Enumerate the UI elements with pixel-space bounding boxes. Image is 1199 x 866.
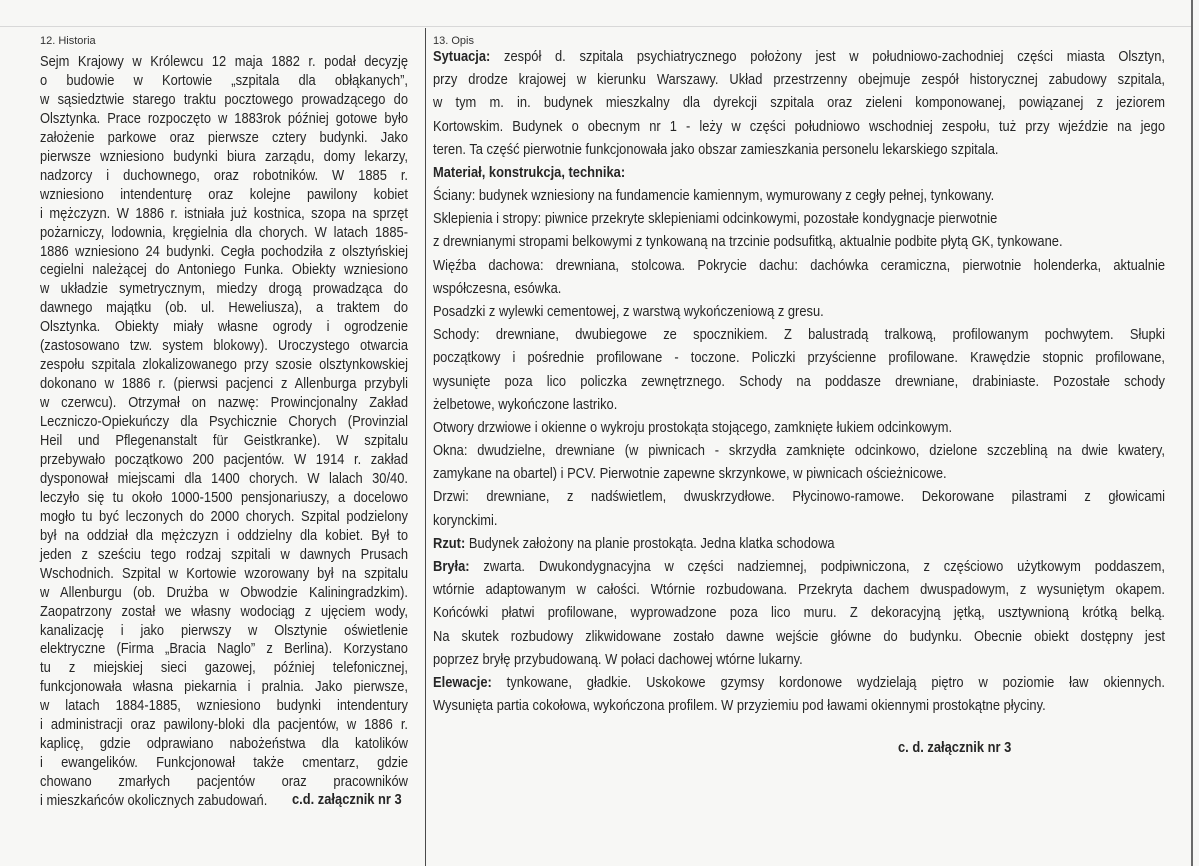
line-text: Heil und Pflegenanstalt für Geistkranke). W szpitalu xyxy=(40,432,408,449)
text-line xyxy=(433,442,1165,460)
line-text: w latach 1884-1885, wzniesiono budynki intendentury xyxy=(40,697,408,715)
text-line xyxy=(40,205,408,223)
line-text: chowano zmarłych pacjentów oraz pracowników xyxy=(40,773,408,791)
line-text: tu z miejskiej sieci gazowej, później telefonicznej, xyxy=(40,659,408,677)
line-text: nadzorcy i duchownego, oraz robotników. W 1885 r. xyxy=(40,166,408,184)
text-line xyxy=(40,773,408,791)
line-text: pożarniczy, lodownia, kręgielnia dla chorych. W latach 1885- xyxy=(40,223,408,241)
column-divider xyxy=(425,28,426,866)
continuation-note-left: c.d. załącznik nr 3 xyxy=(292,791,402,808)
line-text: leczyło się tu około 1000-1500 pensjonariuszy, a docelowo xyxy=(40,488,408,506)
text-line xyxy=(40,261,408,279)
text-line xyxy=(40,53,408,71)
line-text: korynckimi. xyxy=(433,511,498,529)
section-heading-historia: 12. Historia xyxy=(40,35,96,47)
text-line xyxy=(433,535,1165,553)
text-line xyxy=(40,148,408,166)
text-line xyxy=(433,488,1165,506)
line-text: Zaopatrzony został we własny wodociąg z ujęciem wody, xyxy=(40,602,408,620)
line-text: był na oddział dla mężczyzn i oddzielny dla kobiet. Był to xyxy=(40,526,408,544)
line-text: w czerwcu). Otrzymał on nazwę: Prowincjonalny Zakład xyxy=(40,394,408,412)
text-line xyxy=(433,651,1165,669)
line-text: przy drodze krajowej w kierunku Warszawy. Układ przestrzenny obejmuje zespół historycznej zabudowy szpitala, xyxy=(433,71,1165,89)
text-line xyxy=(433,558,1165,576)
text-line xyxy=(40,622,408,640)
line-text: zwarta. Dwukondygnacyjna w części nadziemnej, podpiwniczona, z częściowo użytkowym poddaszem, xyxy=(469,557,1165,575)
line-text: Sklepienia i stropy: piwnice przekryte sklepieniami odcinkowymi, pozostałe kondygnacje pierwotnie xyxy=(433,210,998,228)
section-heading-opis: 13. Opis xyxy=(433,35,474,47)
text-line xyxy=(40,451,408,469)
text-line xyxy=(40,243,408,261)
line-text: w tym m. in. budynek mieszkalny dla dyrekcji szpitala oraz zieleni komponowanej, powiązanej z jeziorem xyxy=(433,94,1165,112)
text-line xyxy=(433,233,1165,251)
text-line xyxy=(433,396,1165,414)
text-line xyxy=(40,167,408,185)
line-text: w Allenburgu (ob. Drużba w Obwodzie Kaliningradzkim). xyxy=(40,583,408,601)
text-line xyxy=(40,565,408,583)
text-line xyxy=(433,674,1165,692)
line-text: Na skutek rozbudowy zlikwidowane zostało dawne wejście główne do budynku. Obecnie obiekt dostępny jest xyxy=(433,627,1165,645)
text-line xyxy=(40,470,408,488)
line-text: współczesna, esówka. xyxy=(433,279,562,297)
text-line xyxy=(40,678,408,696)
line-text: wysunięte poza lico policzka zewnętrznego. Schody na poddasze drewniane, drabiniaste. Pozostałe schody xyxy=(433,372,1165,390)
text-line xyxy=(40,508,408,526)
text-line xyxy=(433,71,1165,89)
text-line xyxy=(433,349,1165,367)
text-line xyxy=(40,375,408,393)
text-line xyxy=(433,326,1165,344)
text-line xyxy=(40,186,408,204)
text-line xyxy=(433,210,1165,228)
text-line xyxy=(433,118,1165,136)
line-text: pierwsze wzniesiono budynki biura zarządu, domy lekarzy, xyxy=(40,147,408,165)
text-line xyxy=(40,640,408,658)
text-line xyxy=(40,546,408,564)
line-text: Wysunięta partia cokołowa, wykończona profilem. W przyziemiu pod ławami okiennymi prostokątne płyciny. xyxy=(433,697,1046,715)
text-line xyxy=(40,224,408,242)
line-text: teren. Ta część pierwotnie funkcjonowała jako obszar zamieszkania personelu lekarskiego szpitala. xyxy=(433,140,999,158)
line-text: Więźba dachowa: drewniana, stolcowa. Pokrycie dachu: dachówka ceramiczna, pierwotnie holenderka, aktualnie xyxy=(433,256,1165,274)
line-text: tynkowane, gładkie. Uskokowe gzymsy kordonowe wydzielają piętro w poziomie ław okiennych. xyxy=(491,673,1165,691)
line-text: Olsztynka. Obiekty miały własne ogrody i ogrodzenie xyxy=(40,318,408,336)
line-text: i mieszkańców okolicznych zabudowań. xyxy=(40,792,268,810)
line-text: kaplicę, gdzie odprawiano nabożeństwa dla katolików xyxy=(40,735,408,753)
text-line xyxy=(40,754,408,772)
line-text: Posadzki z wylewki cementowej, z warstwą wykończeniową z gresu. xyxy=(433,302,824,320)
text-line xyxy=(40,489,408,507)
text-line xyxy=(40,394,408,412)
text-line xyxy=(40,584,408,602)
text-line xyxy=(40,318,408,336)
line-text: zamykane na obartel) i PCV. Pierwotnie zapewne skrzynkowe, w piwnicach ościeżnicowe. xyxy=(433,465,947,483)
text-line xyxy=(40,299,408,317)
text-line xyxy=(40,432,408,450)
line-text: Budynek założony na planie prostokąta. Jedna klatka schodowa xyxy=(465,534,835,552)
line-text: elektryczne (Firma „Bracia Naglo” z Berlina). Korzystano xyxy=(40,640,408,658)
text-line xyxy=(40,413,408,431)
line-text: i administracji oraz pawilony-bloki dla pacjentów, w 1886 r. xyxy=(40,716,408,734)
text-line xyxy=(40,659,408,677)
text-line xyxy=(433,628,1165,646)
line-text: mogło tu być leczonych do 2000 chorych. Szpital podzielony xyxy=(40,507,408,525)
line-text: funkcjonowała własna piekarnia i pralnia. Jako pierwsze, xyxy=(40,678,408,696)
text-line xyxy=(433,280,1165,298)
line-text: Ściany: budynek wzniesiony na fundamencie kamiennym, wymurowany z cegły pełnej, tynkowany. xyxy=(433,187,995,205)
text-line xyxy=(433,604,1165,622)
scan-right-edge xyxy=(1191,0,1193,866)
line-text: Otwory drzwiowe i okienne o wykroju prostokąta stojącego, zamknięte łukiem odcinkowym. xyxy=(433,418,953,436)
text-line xyxy=(433,512,1165,530)
text-line xyxy=(433,419,1165,437)
line-text: Kortowskim. Budynek o obecnym nr 1 - leży w części południowo wschodniej zespołu, tuż przy wjeździe na jego xyxy=(433,117,1165,135)
text-line xyxy=(40,91,408,109)
bold-label: Rzut: xyxy=(433,534,466,552)
bold-label: Materiał, konstrukcja, technika: xyxy=(433,163,626,181)
line-text: Sejm Krajowy w Królewcu 12 maja 1882 r. podał decyzję xyxy=(40,53,408,70)
line-text: dysponował miejscami dla 1400 chorych. W lalach 30/40. xyxy=(40,469,408,487)
line-text: wzniesiono intendenturę oraz kolejne pawilony kobiet xyxy=(40,185,408,203)
line-text: 1886 wzniesiono 24 budynki. Cegła pochodziła z olsztyńskiej xyxy=(40,242,408,260)
text-line xyxy=(433,257,1165,275)
line-text: poprzez bryłę przybudowaną. W połaci dachowej wtórne lukarny. xyxy=(433,650,803,668)
line-text: dawnego majątku (ob. ul. Heweliusza), a traktem do xyxy=(40,299,408,317)
line-text: Okna: dwudzielne, drewniane (w piwnicach - skrzydła zamknięte odcinkowo, dzielone szczebliną na dwie kwatery, xyxy=(433,442,1165,460)
text-line xyxy=(433,303,1165,321)
text-line xyxy=(433,48,1165,66)
line-text: i ewangelików. Funkcjonował także cmentarz, gdzie xyxy=(40,754,408,772)
line-text: dokonano w 1886 r. (pierwsi pacjenci z Allenburga przybyli xyxy=(40,375,408,393)
text-line xyxy=(433,697,1165,715)
text-line xyxy=(40,527,408,545)
line-text: (zastosowano tzw. system blokowy). Uroczystego otwarcia xyxy=(40,337,408,355)
text-line xyxy=(40,337,408,355)
bold-label: Bryła: xyxy=(433,557,470,575)
line-text: przebywało początkowo 200 pacjentów. W 1914 r. zakład xyxy=(40,450,408,468)
text-line xyxy=(40,716,408,734)
text-line xyxy=(433,141,1165,159)
line-text: założenie parkowe oraz pierwsze cztery budynki. Jako xyxy=(40,128,408,146)
text-line xyxy=(40,72,408,90)
line-text: zespół d. szpitala psychiatrycznego położony jest w południowo-zachodniej części miasta Olsztyn, xyxy=(490,48,1165,65)
line-text: jeden z sześciu tego rodzaj szpitali w dawnych Prusach xyxy=(40,545,408,563)
text-line xyxy=(433,465,1165,483)
line-text: Leczniczo-Opiekuńczy dla Psychicznie Chorych (Provinzial xyxy=(40,413,408,431)
continuation-note-right: c. d. załącznik nr 3 xyxy=(898,739,1012,756)
line-text: kanalizację i jako pierwszy w Olsztynie oświetlenie xyxy=(40,621,408,639)
text-line xyxy=(433,581,1165,599)
text-line xyxy=(433,94,1165,112)
line-text: wtórnie adaptowanym w całości. Wtórnie rozbudowana. Przekryta dachem dwuspadowym, z wysuniętym okapem. xyxy=(433,581,1165,599)
text-line xyxy=(40,110,408,128)
text-line xyxy=(40,129,408,147)
line-text: Końcówki płatwi profilowane, wyprowadzone poza lico muru. Z dekoracyjną jętką, usztywnioną krótką belką. xyxy=(433,604,1165,622)
line-text: zespołu szpitala zlokalizowanego przy szosie olsztynkowskiej xyxy=(40,356,408,374)
line-text: początkowy i pośrednie profilowane - toczone. Policzki przyścienne profilowane. Krawędzie stopnic profilowane, xyxy=(433,349,1165,367)
text-line xyxy=(433,373,1165,391)
text-line xyxy=(433,164,1165,182)
line-text: cegielni należącej do Antoniego Funka. Obiekty wzniesiono xyxy=(40,261,408,279)
line-text: z drewnianymi stropami belkowymi z tynkowaną na trzcinie podsufitką, aktualnie podbite płytą GK, tynkowane. xyxy=(433,233,1063,251)
bold-label: Elewacje: xyxy=(433,673,492,691)
line-text: w układzie symetrycznym, miedzy drogą prowadząca do xyxy=(40,280,408,298)
line-text: Olsztynka. Prace rozpoczęto w 1883rok później gotowe było xyxy=(40,109,408,127)
text-line xyxy=(40,735,408,753)
text-line xyxy=(40,356,408,374)
line-text: o budowie w Kortowie „szpitala dla obłąkanych”, xyxy=(40,71,408,89)
line-text: żelbetowe, wykończone lastriko. xyxy=(433,395,618,413)
text-line xyxy=(40,280,408,298)
line-text: Drzwi: drewniane, z nadświetlem, dwuskrzydłowe. Płycinowo-ramowe. Dekorowane pilastrami z głowicami xyxy=(433,488,1165,506)
line-text: w sąsiedztwie starego traktu pocztowego prowadzącego do xyxy=(40,90,408,108)
text-line xyxy=(433,187,1165,205)
text-line xyxy=(40,697,408,715)
line-text: Wschodnich. Szpital w Kortowie wzorowany był na szpitalu xyxy=(40,564,408,582)
line-text: Schody: drewniane, dwubiegowe ze spocznikiem. Z balustradą tralkową, profilowanym pochwytem. Słupki xyxy=(433,326,1165,344)
text-line xyxy=(40,603,408,621)
line-text: i mężczyzn. W 1886 r. istniała już kostnica, szopa na sprzęt xyxy=(40,204,408,222)
bold-label: Sytuacja: xyxy=(433,48,491,65)
scan-top-edge xyxy=(0,26,1191,27)
